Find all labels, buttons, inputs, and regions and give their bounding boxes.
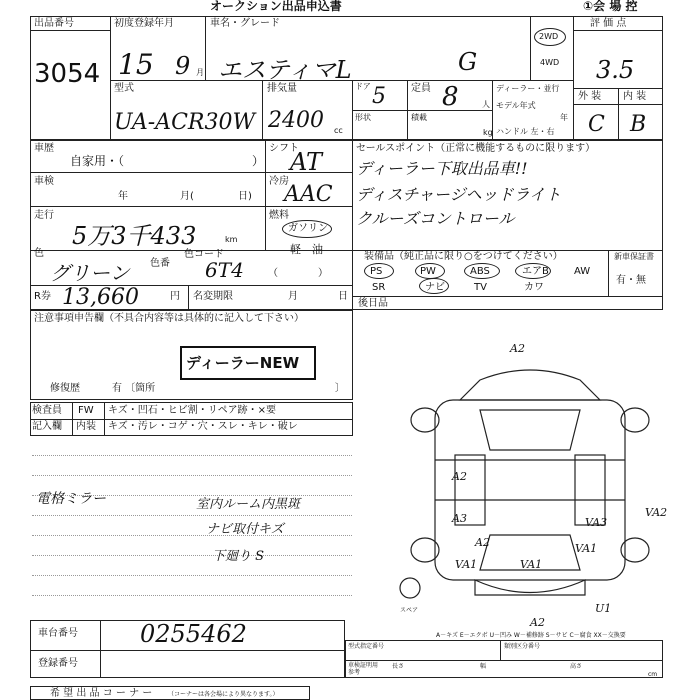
inspector-interior: 内装 <box>76 421 96 432</box>
model-label: 車名・グレード <box>210 18 280 29</box>
capacity-label: 定員 <box>411 83 431 94</box>
after-items-label: 後日品 <box>358 298 388 309</box>
registration-month: 9 <box>175 52 191 80</box>
equip-sr: SR <box>372 282 386 293</box>
handwritten-left: 電格ミラー <box>36 491 106 507</box>
diagram-legend: A－キズ E－エクボ U－凹み W－補修跡 S－サビ C－腐食 XX－交換要 <box>436 632 626 639</box>
color-code-label: 色コード <box>184 249 224 260</box>
score-label: 評 価 点 <box>590 18 627 29</box>
cc-unit: cc <box>334 126 343 135</box>
color-value: グリーン <box>50 261 130 285</box>
shift-value: AT <box>290 148 323 176</box>
model-name: エスティマL <box>218 56 352 84</box>
equip-leather: カワ <box>524 282 544 293</box>
recycle-unit: 円 <box>170 291 180 302</box>
exterior-label: 外 装 <box>578 91 602 102</box>
inspector-label-1: 検査員 <box>32 405 62 416</box>
equip-aw: AW <box>574 266 591 277</box>
year-unit: 年 <box>560 113 568 122</box>
equip-pw: PW <box>420 266 436 277</box>
drive-2wd: 2WD <box>539 32 559 41</box>
inspection-day: 日) <box>238 191 252 202</box>
spare-label: スペア <box>400 607 419 614</box>
cert-label: 車検証明用参考 <box>348 662 379 676</box>
equip-abs: ABS <box>470 266 490 277</box>
kg-unit: kg <box>483 128 493 137</box>
inspector-row-1: キズ・凹石・ヒビ割・リペア跡・×要 <box>108 405 276 416</box>
shape-label: 形状 <box>355 113 371 122</box>
mark-va1-left: VA1 <box>455 558 478 571</box>
displacement-label: 排気量 <box>267 83 297 94</box>
inspector-fw: FW <box>78 405 94 416</box>
vehicle-class-close: ） <box>252 154 265 168</box>
dealer-label: ディーラー・並行 <box>496 84 560 93</box>
handle-label: ハンドル 左・右 <box>496 127 555 136</box>
equipment-label: 装備品（純正品に限り○をつけてください） <box>364 251 563 262</box>
month-unit: 月 <box>196 68 204 77</box>
fuel-paren: （ ） <box>268 268 328 279</box>
footer-label: 希 望 出 品 コ ー ナ ー <box>50 688 153 699</box>
fuel-label: 燃料 <box>269 210 289 221</box>
doors-label: ドア <box>355 82 371 91</box>
chassis-number: 0255462 <box>140 620 247 648</box>
shift-label: シフト <box>269 143 299 154</box>
repair-value: 有 〔箇所 <box>112 383 156 394</box>
mark-a2-top: A2 <box>510 342 525 355</box>
warranty-value: 有・無 <box>616 275 646 286</box>
stamp-text: ディーラーNEW <box>186 354 300 372</box>
inspection-month: 月( <box>180 191 194 202</box>
load-label: 積載 <box>411 113 427 122</box>
vehicle-class-value: 自家用・（ <box>70 154 125 168</box>
abs-circle <box>464 263 500 279</box>
airbag-circle <box>515 263 551 279</box>
name-change-label: 名変期限 <box>193 291 233 302</box>
inspection-label: 車検 <box>34 176 54 187</box>
recycle-label: R券 <box>34 291 51 302</box>
registration-label: 初度登録年月 <box>114 18 174 29</box>
model-type: UA-ACR30W <box>114 110 256 135</box>
type-label: 型式 <box>114 83 134 94</box>
venue-copy: ①会 場 控 <box>583 0 638 13</box>
displacement: 2400 <box>268 108 324 133</box>
mark-va3: VA3 <box>585 516 608 529</box>
mark-va2: VA2 <box>645 506 668 519</box>
exterior-score: C <box>588 112 605 137</box>
ps-circle <box>364 263 394 279</box>
equip-navi: ナビ <box>425 282 445 293</box>
notes-label: 注意事項申告欄（不具合内容等は具体的に記入して下さい） <box>34 313 304 324</box>
capacity-unit: 人 <box>482 100 490 109</box>
mileage-label: 走行 <box>34 210 54 221</box>
sales-point-3: クルーズコントロール <box>356 209 515 228</box>
fuel-gasoline: ガソリン <box>288 223 328 234</box>
equip-airbag: エアB <box>522 266 549 277</box>
mileage-value: 5万3千433 <box>72 222 197 250</box>
km-unit: km <box>225 235 238 244</box>
inspection-year: 年 <box>118 191 128 202</box>
mark-a2-left: A2 <box>452 470 467 483</box>
capacity-value: 8 <box>442 82 459 112</box>
drive-4wd: 4WD <box>540 58 560 67</box>
recycle-value: 13,660 <box>62 285 139 310</box>
equip-tv: TV <box>474 282 487 293</box>
listing-number-label: 出品番号 <box>34 18 74 29</box>
mark-u1: U1 <box>595 602 612 615</box>
sales-point-1: ディーラー下取出品車!! <box>356 159 528 178</box>
footer-note: （コーナーは各会場により異なります。） <box>168 691 279 698</box>
mark-a3-left: A3 <box>452 512 467 525</box>
height-label: 高さ <box>570 663 583 670</box>
sales-point-2: ディスチャージヘッドライト <box>356 185 562 204</box>
class-number-label: 類別区分番号 <box>504 643 541 650</box>
inspector-row-2: キズ・汚レ・コゲ・穴・スレ・キレ・破レ <box>108 421 298 432</box>
navi-circle <box>419 278 449 294</box>
pw-circle <box>415 263 445 279</box>
warranty-label: 新車保証書 <box>614 252 654 261</box>
width-label: 幅 <box>480 663 487 670</box>
repair-close: 〕 <box>335 383 345 394</box>
listing-number: 3054 <box>34 59 101 89</box>
chassis-label: 車台番号 <box>38 628 78 639</box>
interior-label: 内 装 <box>623 91 647 102</box>
registration-year: 15 <box>118 48 154 81</box>
doors-value: 5 <box>372 84 386 109</box>
mark-a2-bottom: A2 <box>530 616 545 629</box>
mark-a2-rear: A2 <box>475 536 490 549</box>
interior-score: B <box>630 112 647 137</box>
damage-diagram <box>380 340 680 630</box>
inspector-label-2: 記入欄 <box>32 421 62 432</box>
mark-va1-mid: VA1 <box>520 558 543 571</box>
aircon-value: AAC <box>284 182 333 207</box>
cm-unit: cm <box>648 671 658 678</box>
reg-number-label: 登録番号 <box>38 658 78 669</box>
vehicle-class-label: 車歴 <box>34 143 54 154</box>
name-change-month: 月 <box>288 291 298 302</box>
handwritten-line-3: 下廻り S <box>212 549 265 564</box>
color-label: 色 <box>34 248 44 259</box>
mark-va1-right: VA1 <box>575 542 598 555</box>
length-label: 長さ <box>392 663 405 670</box>
repair-label: 修復歴 <box>50 383 80 394</box>
handwritten-line-2: ナビ取付キズ <box>206 522 284 537</box>
color-code: 6T4 <box>205 258 244 282</box>
color-number-label: 色番 <box>150 258 170 269</box>
model-year-label: モデル年式 <box>496 101 536 110</box>
aircon-label: 冷房 <box>269 176 289 187</box>
equip-ps: PS <box>370 266 383 277</box>
type-number-label: 型式指定番号 <box>348 643 385 650</box>
sales-points-label: セールスポイント（正常に機能するものに限ります） <box>356 143 596 154</box>
model-grade: G <box>458 48 478 76</box>
form-title: オークション出品申込書 <box>210 0 342 13</box>
name-change-day: 日 <box>338 291 348 302</box>
fuel-diesel: 軽 油 <box>290 243 323 256</box>
score-value: 3.5 <box>596 56 635 84</box>
handwritten-line-1: 室内ルーム内黒斑 <box>196 497 301 512</box>
